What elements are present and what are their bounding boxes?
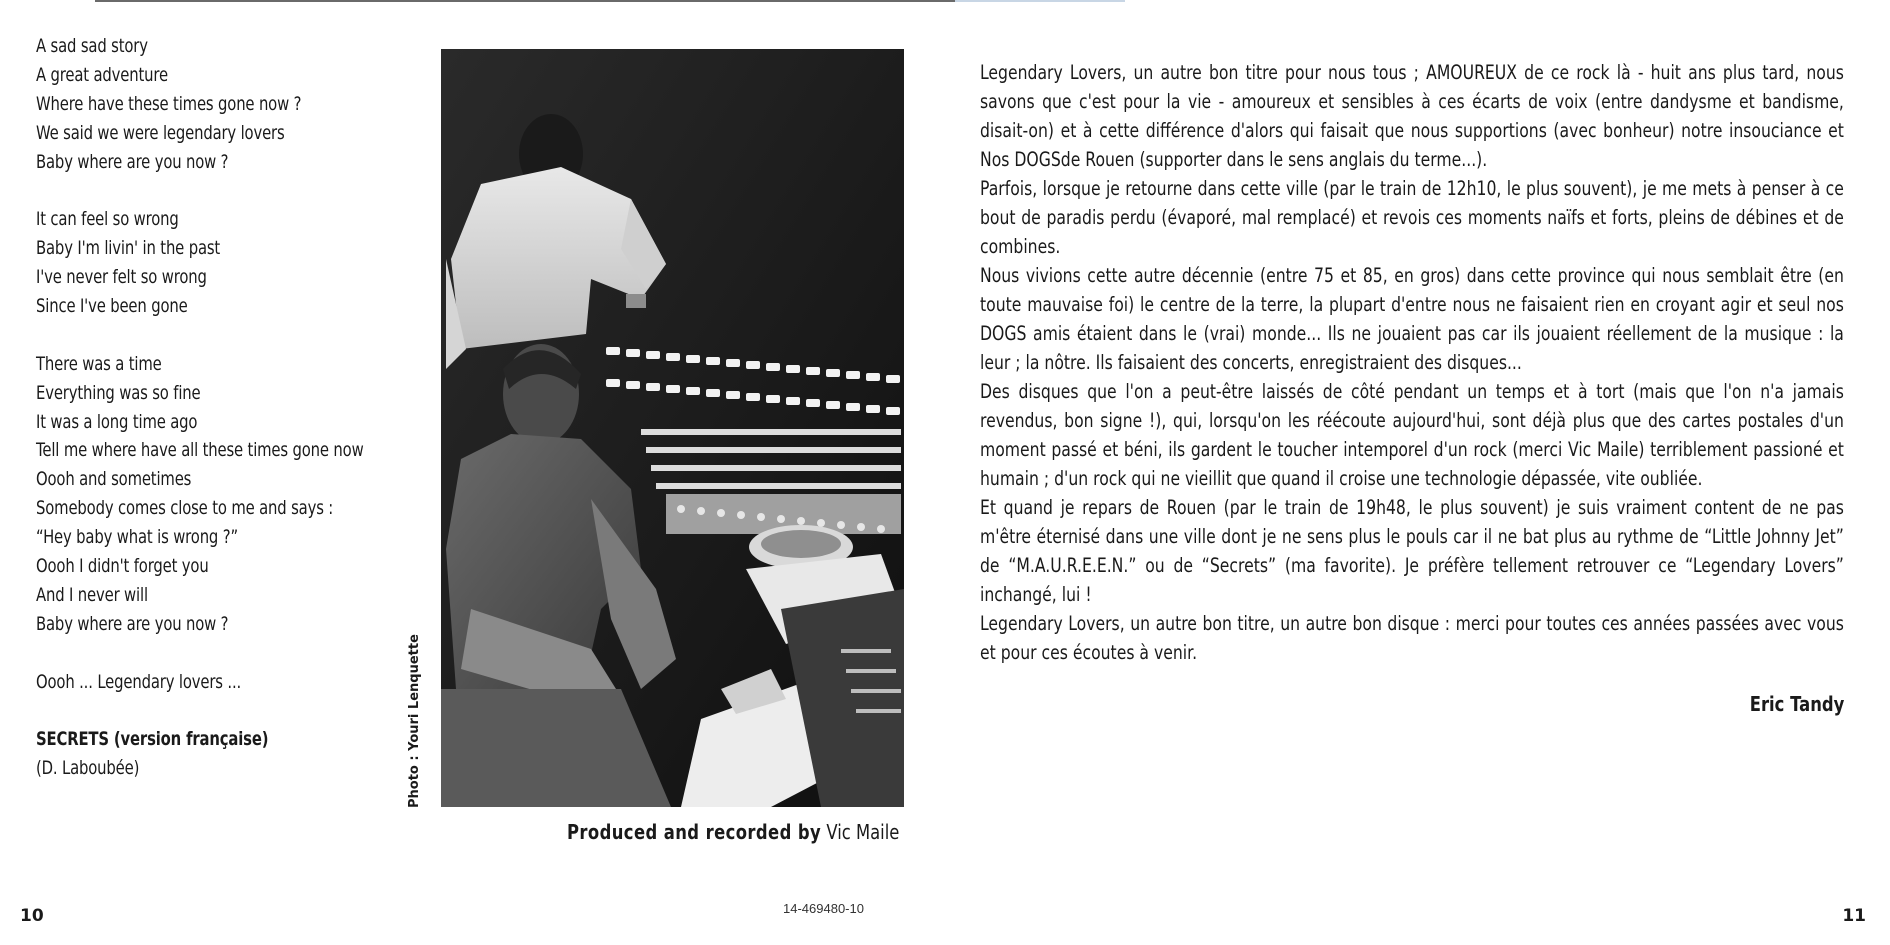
lyric-line: Baby where are you now ? [36,612,229,635]
stanza-gap [36,176,332,205]
production-credit [567,820,899,844]
lyric-line: (D. Laboubée) [36,757,140,780]
studio-photo [441,49,904,807]
lyric-line: Oooh ... Legendary lovers ... [36,670,242,693]
lyric-line: I've never felt so wrong [36,266,207,289]
lyric-line: Baby I'm livin' in the past [36,237,221,260]
page-number-left: 10 [20,906,44,926]
article-paragraph: Nous vivions cette autre décennie (entre 75 et 85, en gros) dans cette province qui nous semblait être (en toute mauvaise foi) le centre de la terre, la plupart d'entre nous ne faisaient rien en croyant agir et seul nos DOGS amis étaient dans le (vrai) monde... Ils ne jouaient pas car ils jouaient réellement de la musique : la leur ; la nôtre. Ils faisaient des concerts, enregistraient des disques... [980,264,1844,374]
lyric-line: Where have these times gone now ? [36,92,302,115]
lyric-line: Tell me where have all these times gone now [36,439,364,462]
article-paragraph: Legendary Lovers, un autre bon titre, un autre bon disque : merci pour toutes ces années passées avec vous et pour ces écoutes à venir. [980,612,1844,664]
lyric-line: It can feel so wrong [36,208,179,231]
lyric-line: Everything was so fine [36,381,201,404]
article-paragraph: Des disques que l'on a peut-être laissés de côté pendant un temps et à tort (mais que l'on n'a jamais revendus, bon signe !), qui, lorsqu'on les réécoute aujourd'hui, sont déjà plus que des cartes postales d'un moment passé et béni, ils gardent le toucher intemporel d'un rock (merci Vic Maile) terriblement passioné et humain ; d'un rock qui ne vieillit que quand il croise une technologie dépassée, vite oubliée. [980,380,1844,490]
lyric-line: Oooh and sometimes [36,468,192,491]
top-edge-tint [955,0,1125,2]
producer-name: Vic Maile [825,820,899,844]
article-paragraph: Parfois, lorsque je retourne dans cette ville (par le train de 12h10, le plus souvent), je me mets à penser à ce bout de paradis perdu (évaporé, mal remplacé) et revois ces moments naïfs et forts, pleins de débines et de combines. [980,177,1844,258]
lyric-line: It was a long time ago [36,410,198,433]
lyric-line: A sad sad story [36,35,148,57]
produced-label: Produced and recorded by [566,820,821,844]
article-paragraph: Et quand je repars de Rouen (par le train de 19h48, le plus souvent) je suis vraiment content de ne pas m'être éternisé dans une ville dont je ne sens plus le pouls car il ne bat plus au rythme de “Little Johnny Jet” de “M.A.U.R.E.E.N.” ou de “Secrets” (ma favorite). Je préfère tellement retrouver ce “Legendary Lovers” inchangé, lui ! [980,496,1844,606]
catalog-number: 14-469480-10 [783,901,864,916]
lyric-line: There was a time [36,352,162,375]
lyric-line: Somebody comes close to me and says : [36,497,334,520]
author-signature: Eric Tandy [1749,692,1844,716]
article-paragraph: Legendary Lovers, un autre bon titre pour nous tous ; AMOUREUX de ce rock là - huit ans plus tard, nous savons que c'est pour la vie - amoureux et sensibles à ces écarts de voix (entre dandysme et bandisme, disait-on) et à cette différence d'alors qui faisait que nous supportions (avec bonheur) notre insouciance et Nos DOGSde Rouen (supporter dans le sens anglais du terme...). [980,61,1844,171]
lyric-line: We said we were legendary lovers [36,121,285,144]
stanza-gap [36,321,332,350]
lyric-line: And I never will [36,583,148,606]
stanza-gap [36,639,332,668]
lyric-line: Since I've been gone [36,295,188,318]
lyric-line: “Hey baby what is wrong ?” [36,526,238,549]
lyric-line: Oooh I didn't forget you [36,555,209,578]
stanza-gap [36,696,332,725]
song-title: SECRETS (version française) [36,728,269,751]
liner-notes-article [980,58,1844,667]
photo-credit: Photo : Youri Lenquette [407,634,422,808]
lyric-line: Baby where are you now ? [36,150,229,173]
page-number-right: 11 [1842,906,1866,926]
lyric-line: A great adventure [36,63,168,86]
song-lyrics [36,32,364,783]
